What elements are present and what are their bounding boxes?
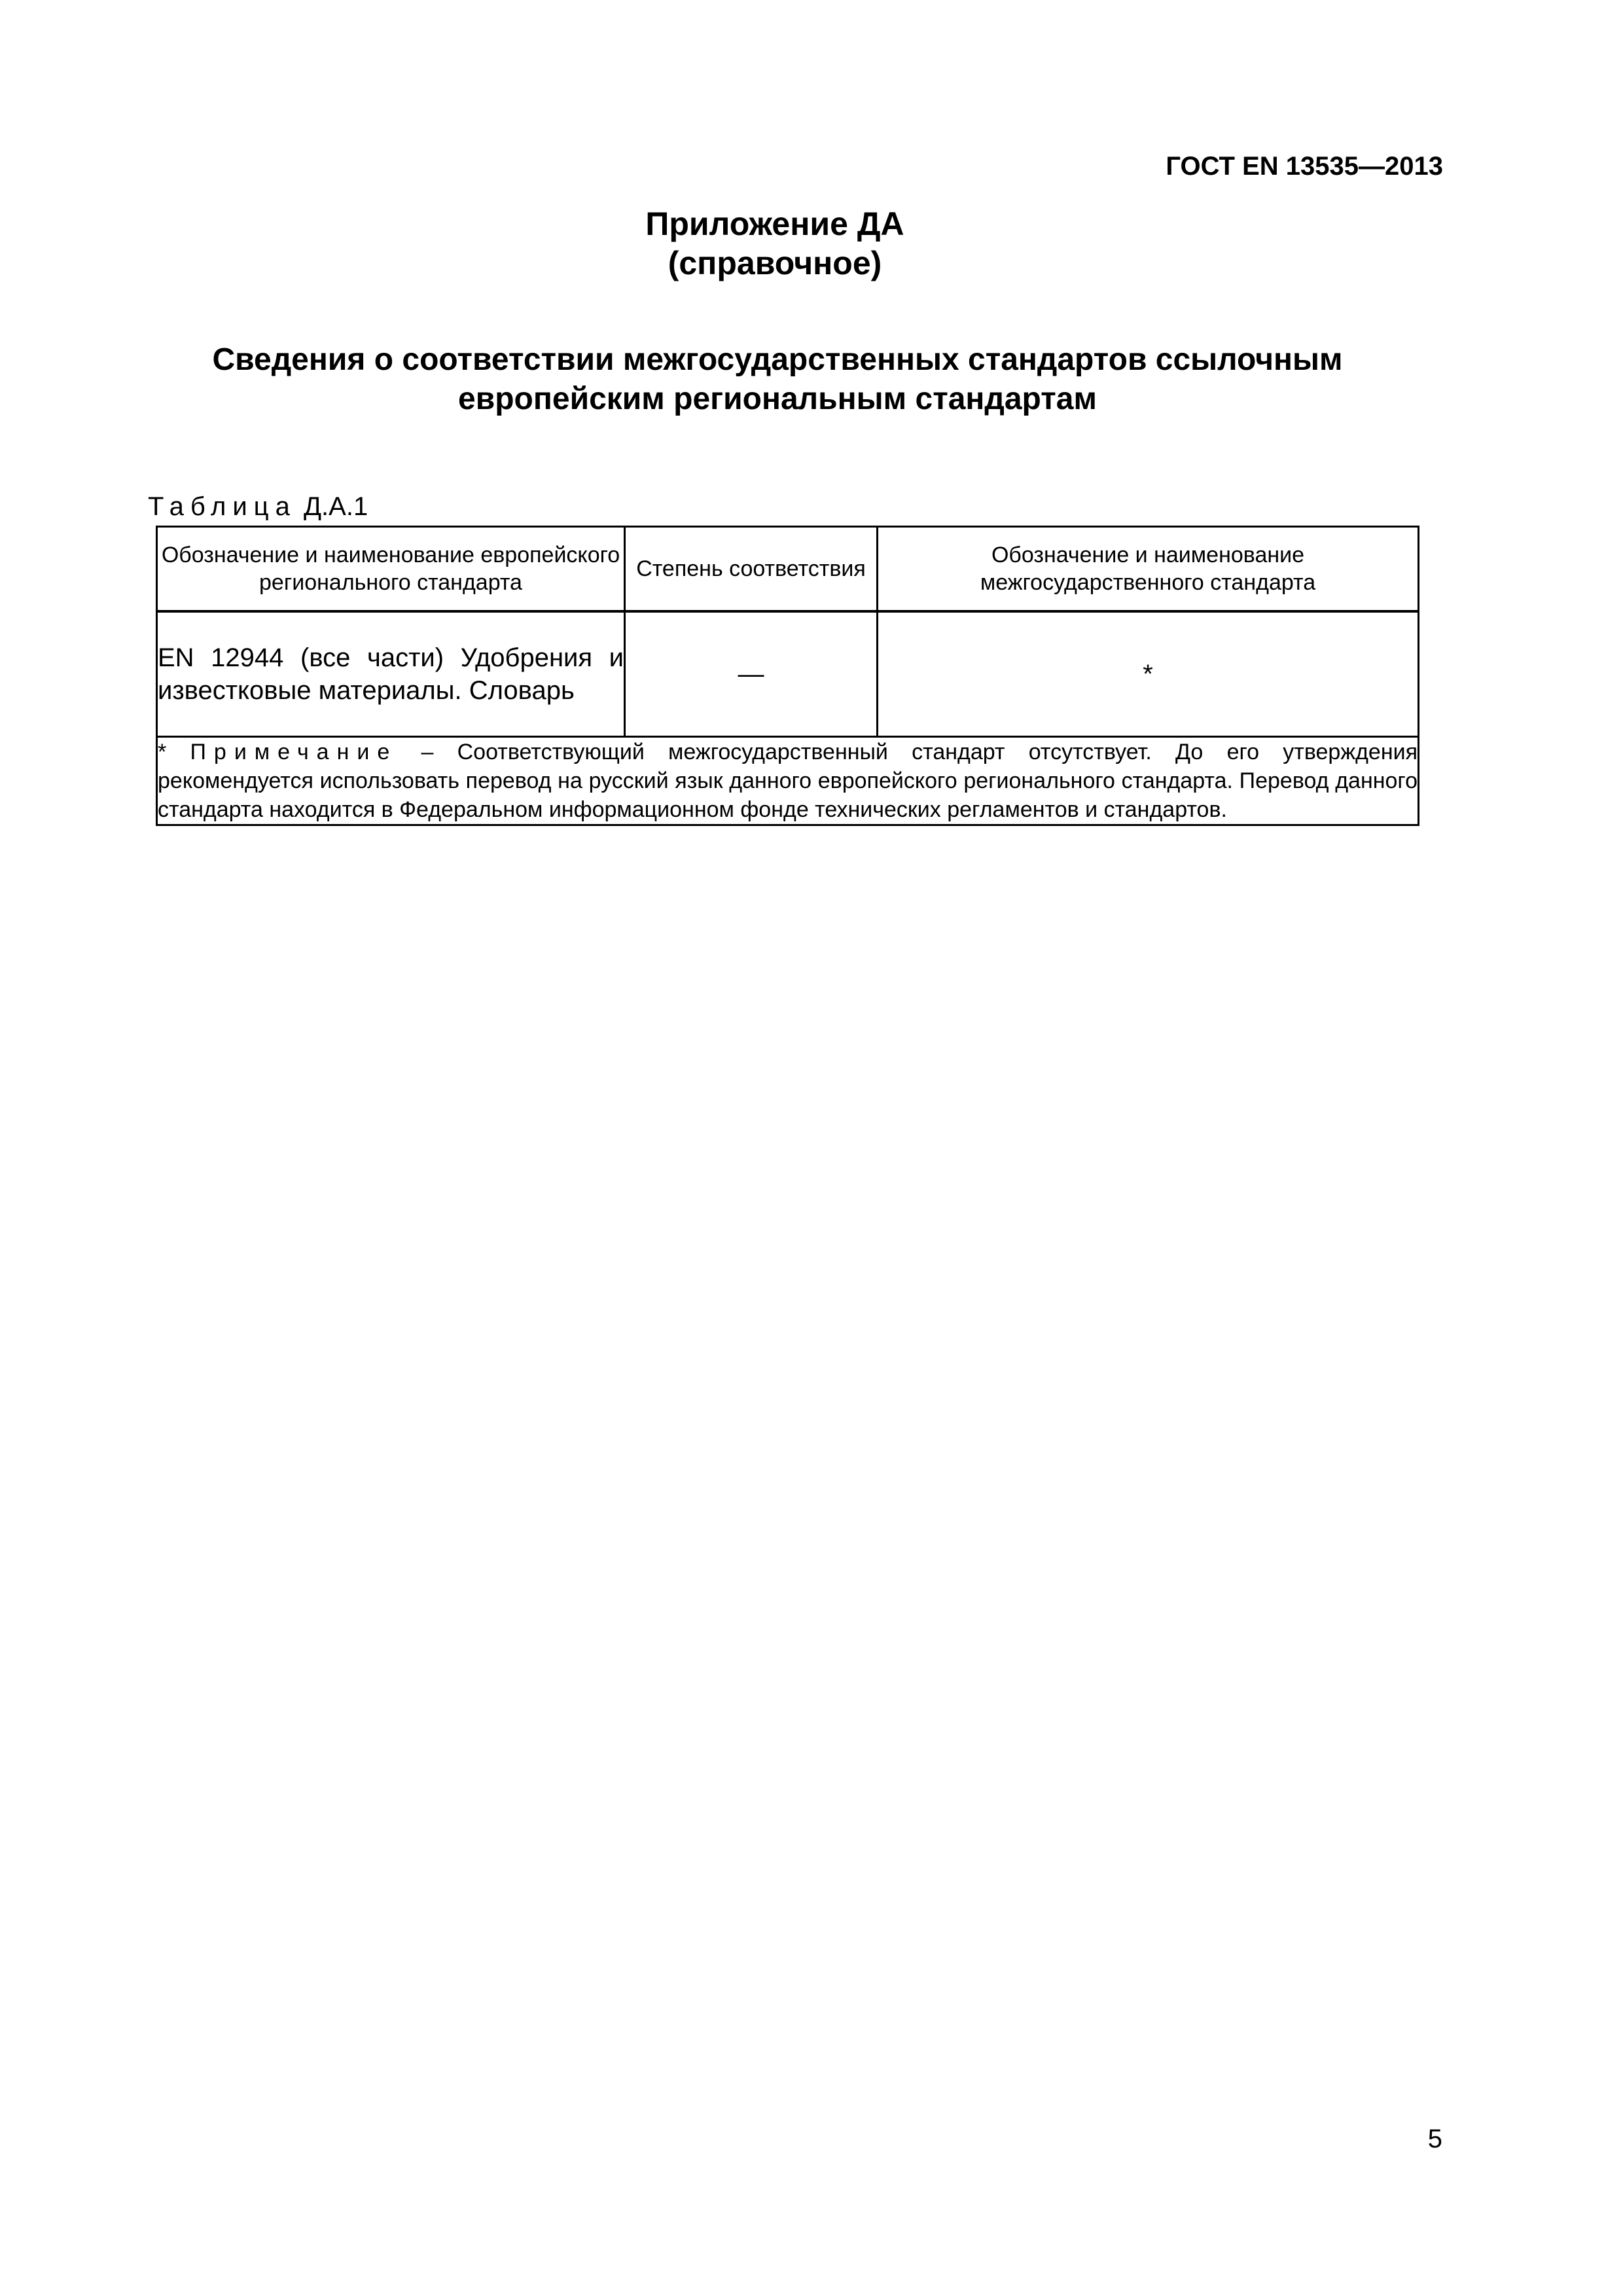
note-marker: *: [158, 740, 167, 764]
section-title: [0, 340, 1555, 419]
table-caption-number: Д.А.1: [303, 492, 368, 521]
page-number: 5: [1427, 2125, 1442, 2153]
correspondence-table: [156, 526, 1419, 826]
appendix-title: Приложение ДА: [645, 206, 904, 242]
table-caption-label: Таблица: [148, 492, 296, 521]
cell-european-standard: EN 12944 (все части) Удобрения и известковые материалы. Словарь: [157, 611, 625, 737]
header-interstate-standard: Обозначение и наименование межгосударственного стандарта: [878, 527, 1419, 612]
document-code: ГОСТ EN 13535—2013: [1166, 152, 1443, 181]
table-note: [157, 737, 1419, 825]
note-label: Примечание: [190, 740, 398, 764]
header-degree: Степень соответствия: [625, 527, 878, 612]
header-european-standard: Обозначение и наименование европейского регионального стандарта: [157, 527, 625, 612]
note-text: – Соответствующий межгосударственный стандарт отсутствует. До его утверждения рекомендуется использовать перевод на русский язык данного европейского регионального стандарта. Перевод данного стандарта находится в Федеральном информационном фонде технических регламентов и стандартов.: [158, 740, 1418, 822]
table-note-row: [157, 737, 1419, 825]
table-row: [157, 611, 1419, 737]
section-title-line-2: европейским региональным стандартам: [458, 382, 1097, 416]
appendix-heading: [0, 204, 1550, 283]
appendix-subtitle: (справочное): [668, 245, 882, 281]
cell-degree: —: [625, 611, 878, 737]
section-title-line-1: Сведения о соответствии межгосударственных стандартов ссылочным: [212, 342, 1343, 377]
table-header-row: [157, 527, 1419, 612]
cell-interstate-standard: *: [878, 611, 1419, 737]
table-caption: [148, 492, 368, 522]
